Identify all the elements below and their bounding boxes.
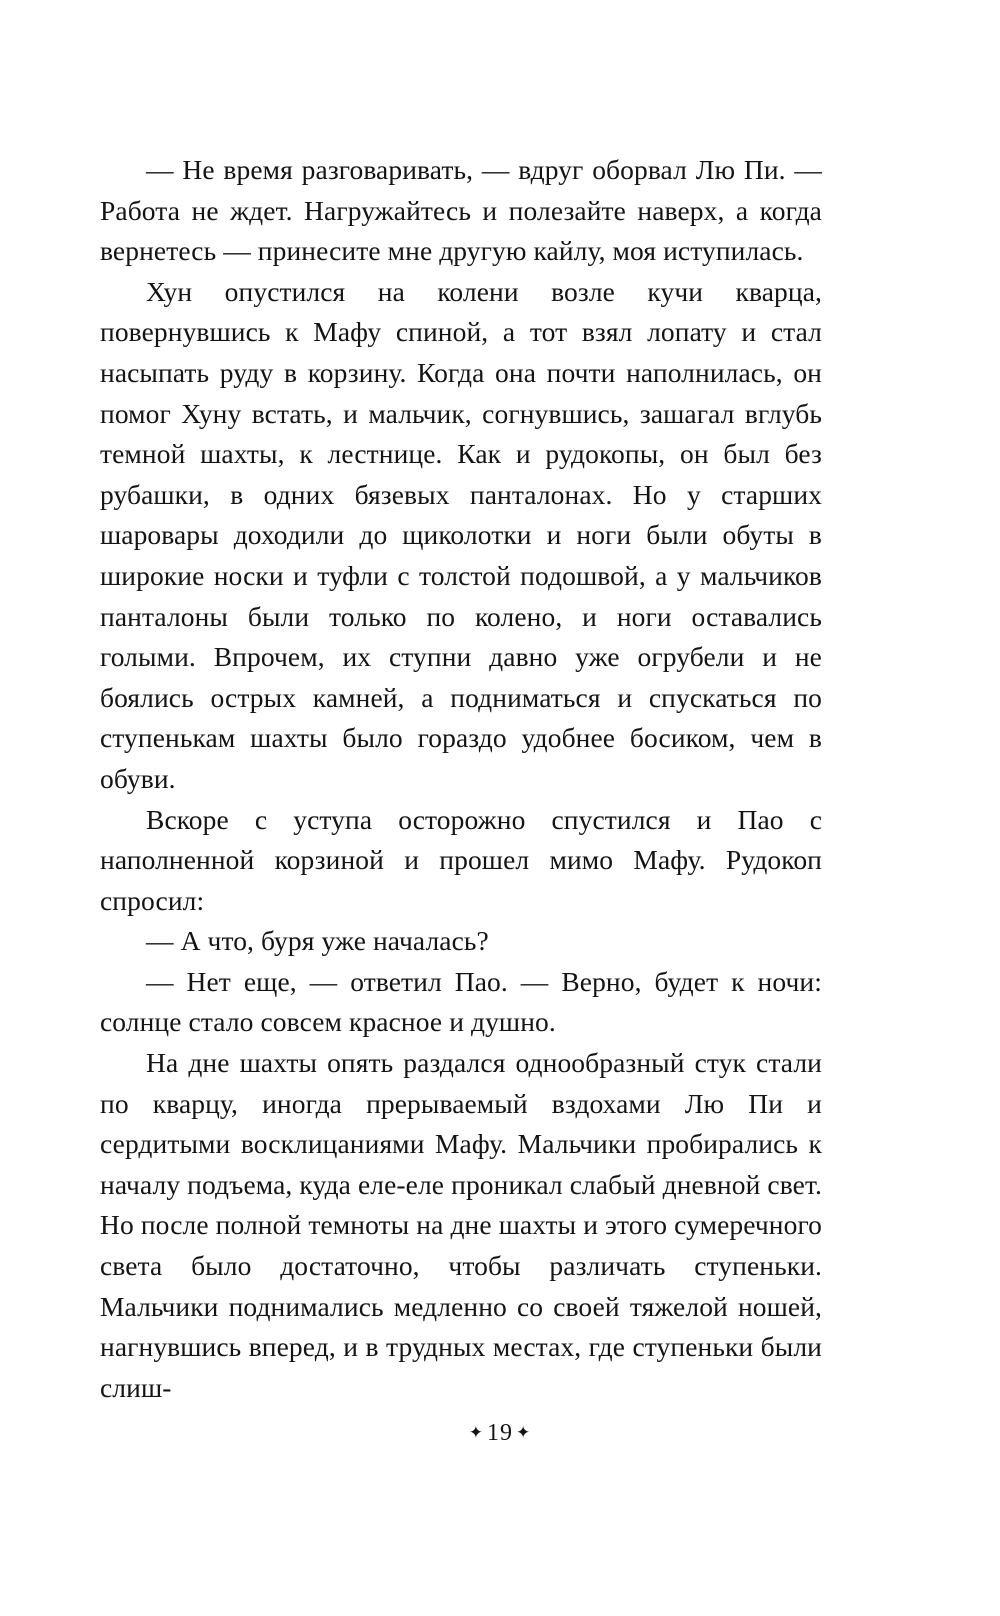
- paragraph: Хун опустился на колени возле кучи кварца, повернувшись к Мафу спиной, а тот взял лопату и стал насыпать руду в корзину. Когда она почти наполнилась, он помог Хуну встать, и мальчик, согнувшись, зашагал вглубь темной шахты, к лестнице. Как и рудокопы, он был без рубашки, в одних бязевых панталонах. Но у старших шаровары доходили до щиколотки и ноги были обуты в широкие носки и туфли с толстой подошвой, а у мальчиков панталоны были только по колено, и ноги оставались голыми. Впрочем, их ступни давно уже огрубели и не боялись острых камней, а подниматься и спускаться по ступенькам шахты было гораздо удобнее босиком, чем в обуви.: [100, 275, 822, 794]
- paragraph: Вскоре с уступа осторожно спустился и Пао с наполненной корзиной и прошел мимо Мафу. Рудокоп спросил:: [100, 803, 822, 916]
- ornament-left-icon: ✦: [468, 1423, 484, 1442]
- page-footer: [0, 1418, 1000, 1448]
- page-number: [466, 1418, 535, 1448]
- paragraph: — Нет еще, — ответил Пао. — Верно, будет к ночи: солнце стало совсем красное и душно.: [100, 965, 822, 1038]
- paragraph: — А что, буря уже началась?: [146, 925, 489, 957]
- page-text-block: [100, 150, 822, 1408]
- ornament-right-icon: ✦: [516, 1423, 532, 1442]
- paragraph: На дне шахты опять раздался однообразный стук стали по кварцу, иногда прерываемый вздохами Лю Пи и сердитыми восклицаниями Мафу. Мальчики пробирались к началу подъема, куда еле-еле проникал слабый дневной свет. Но после полной темноты на дне шахты и этого сумеречного света было достаточно, чтобы различать ступеньки. Мальчики поднимались медленно со своей тяжелой ношей, нагнувшись вперед, и в трудных местах, где ступеньки были слиш-: [100, 1047, 822, 1403]
- paragraph: — Не время разговаривать, — вдруг оборвал Лю Пи. — Работа не ждет. Нагружайтесь и полезайте наверх, а когда вернетесь — принесите мне другую кайлу, моя иступилась.: [100, 154, 822, 267]
- folio-number: 19: [487, 1420, 513, 1446]
